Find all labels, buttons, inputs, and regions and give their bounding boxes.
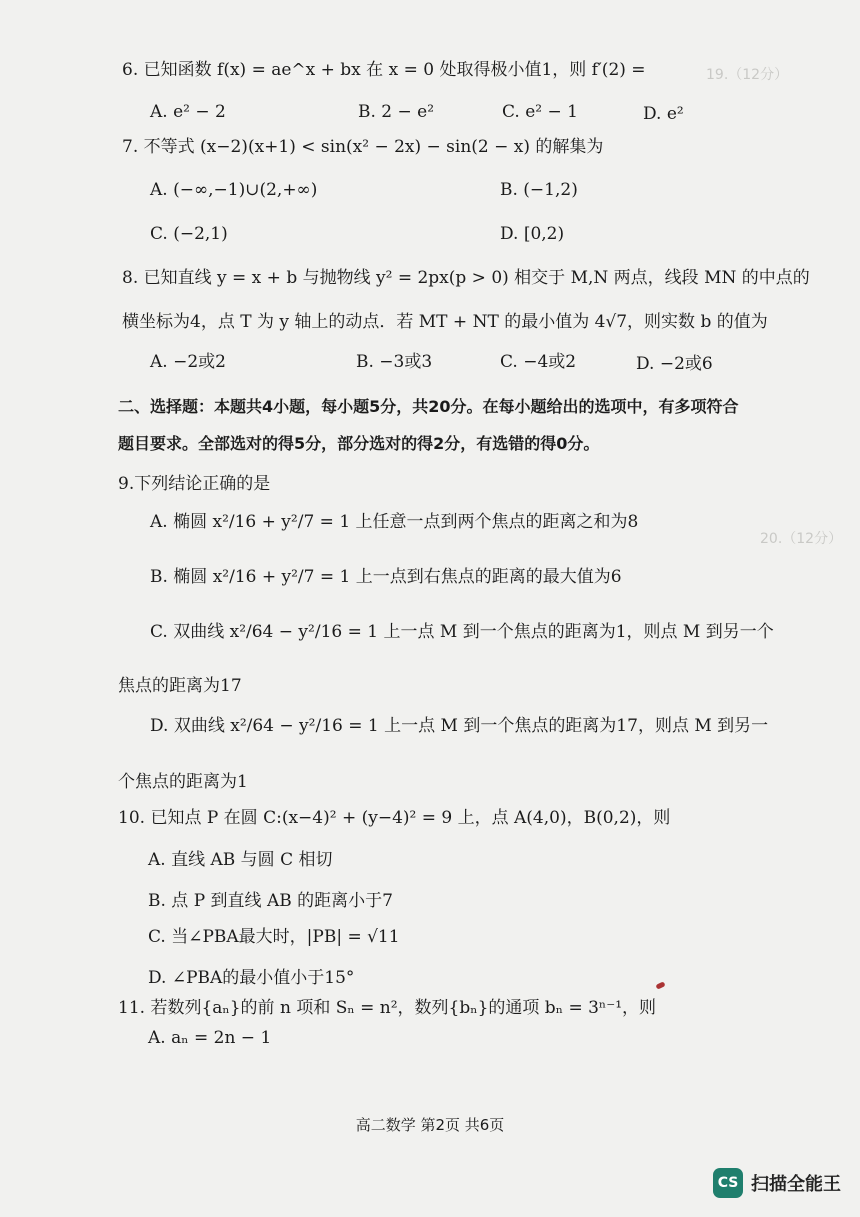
question-6-option-a: A. e² − 2 [150, 102, 226, 122]
question-8-option-d: D. −2或6 [636, 354, 713, 374]
question-11-stem: 11. 若数列{aₙ}的前 n 项和 Sₙ = n²，数列{bₙ}的通项 bₙ = 3ⁿ⁻¹，则 [118, 998, 657, 1018]
question-8-option-c: C. −4或2 [500, 352, 577, 372]
question-8-stem-line2: 横坐标为4，点 T 为 y 轴上的动点．若 MT + NT 的最小值为 4√7，则实数 b 的值为 [122, 312, 768, 332]
question-10-option-d: D. ∠PBA的最小值小于15° [148, 968, 355, 988]
question-6-option-d: D. e² [643, 104, 684, 124]
bleed-through-mark: 19.（12分） [706, 67, 789, 83]
question-9-option-a: A. 椭圆 x²/16 + y²/7 = 1 上任意一点到两个焦点的距离之和为8 [150, 512, 639, 532]
question-10-stem: 10. 已知点 P 在圆 C:(x−4)² + (y−4)² = 9 上，点 A(4,0)，B(0,2)，则 [118, 808, 671, 828]
question-10-option-b: B. 点 P 到直线 AB 的距离小于7 [148, 891, 393, 911]
page-footer: 高二数学 第2页 共6页 [355, 1116, 505, 1134]
question-9-stem: 9.下列结论正确的是 [118, 474, 271, 494]
question-7-option-a: A. (−∞,−1)∪(2,+∞) [150, 180, 318, 200]
question-7-option-c: C. (−2,1) [150, 224, 228, 244]
question-6-stem: 6. 已知函数 f(x) = ae^x + bx 在 x = 0 处取得极小值1，则 f′(2) = [122, 60, 646, 80]
question-11-option-a: A. aₙ = 2n − 1 [148, 1028, 272, 1048]
ink-mark [655, 981, 665, 989]
question-8-option-a: A. −2或2 [150, 352, 226, 372]
question-7-option-d: D. [0,2) [500, 224, 565, 244]
question-7-option-b: B. (−1,2) [500, 180, 578, 200]
question-10-option-a: A. 直线 AB 与圆 C 相切 [148, 850, 333, 870]
question-9-option-d-line1: D. 双曲线 x²/64 − y²/16 = 1 上一点 M 到一个焦点的距离为17，则点 M 到另一 [150, 716, 769, 736]
question-6-option-b: B. 2 − e² [358, 102, 435, 122]
camscanner-watermark [713, 1168, 841, 1198]
question-6-option-c: C. e² − 1 [502, 102, 578, 122]
question-8-option-b: B. −3或3 [356, 352, 433, 372]
question-7-stem: 7. 不等式 (x−2)(x+1) < sin(x² − 2x) − sin(2 − x) 的解集为 [122, 137, 604, 157]
question-10-option-c: C. 当∠PBA最大时，|PB| = √11 [148, 927, 400, 947]
section-2-heading-line2: 题目要求。全部选对的得5分，部分选对的得2分，有选错的得0分。 [118, 434, 600, 453]
question-9-option-b: B. 椭圆 x²/16 + y²/7 = 1 上一点到右焦点的距离的最大值为6 [150, 567, 622, 587]
bleed-through-mark: 20.（12分） [760, 531, 843, 547]
question-9-option-c-line1: C. 双曲线 x²/64 − y²/16 = 1 上一点 M 到一个焦点的距离为1，则点 M 到另一个 [150, 622, 774, 642]
section-2-heading-line1: 二、选择题：本题共4小题，每小题5分，共20分。在每小题给出的选项中，有多项符合 [118, 397, 739, 416]
question-8-stem-line1: 8. 已知直线 y = x + b 与抛物线 y² = 2px(p > 0) 相交于 M,N 两点，线段 MN 的中点的 [122, 268, 810, 288]
question-9-option-d-line2: 个焦点的距离为1 [118, 772, 248, 792]
camscanner-label: 扫描全能王 [751, 1174, 841, 1195]
question-9-option-c-line2: 焦点的距离为17 [118, 676, 242, 696]
camscanner-logo-icon: CS [713, 1168, 743, 1198]
